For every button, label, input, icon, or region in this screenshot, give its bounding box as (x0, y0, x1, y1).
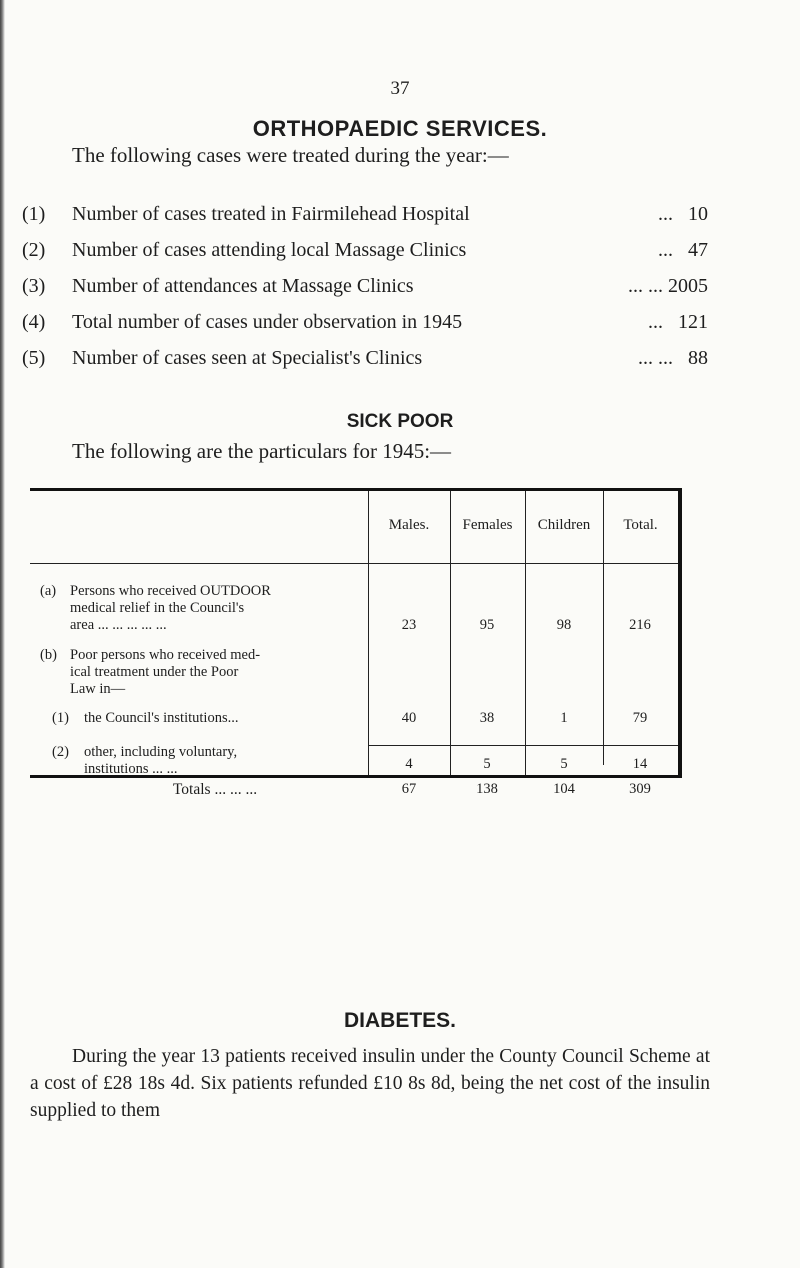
row-b2-females: 5 (483, 756, 491, 772)
item-value: 47 (688, 238, 708, 261)
diabetes-title: DIABETES. (343, 1009, 456, 1032)
item-number: (4) (22, 310, 46, 333)
row-b2-total: 14 (632, 756, 648, 772)
row-b1-females: 38 (479, 710, 495, 726)
item-label: Number of cases treated in Fairmilehead Hospital (72, 202, 470, 225)
row-a-label: (a) (40, 583, 57, 599)
row-b2-males: 4 (405, 756, 413, 772)
row-b1-children: 1 (560, 710, 568, 726)
totals-divider (368, 745, 678, 746)
row-a-line-1: Persons who received OUTDOOR (70, 583, 271, 599)
totals-total: 309 (629, 781, 651, 797)
orthopaedic-title: ORTHOPAEDIC SERVICES. (252, 116, 548, 141)
row-b-label: (b) (40, 647, 57, 663)
row-b1-males: 40 (401, 710, 417, 726)
item-label: Number of cases seen at Specialist's Clinics (72, 346, 423, 369)
header-children: Children (537, 517, 591, 533)
item-dots: ... (658, 238, 673, 261)
row-b2-label: (2) (52, 744, 69, 760)
totals-children: 104 (553, 781, 575, 797)
item-number: (5) (22, 346, 46, 369)
row-a-males: 23 (401, 617, 417, 633)
row-b2-line-2: institutions ... ... (84, 761, 178, 777)
list-item (22, 340, 708, 376)
page-number: 37 (390, 78, 410, 99)
totals-label: Totals ... ... ... (172, 781, 258, 798)
orthopaedic-intro: The following cases were treated during the year:— (72, 143, 509, 167)
row-a-children: 98 (556, 617, 572, 633)
sick-poor-title: SICK POOR (346, 411, 454, 432)
list-item (22, 268, 708, 304)
item-number: (2) (22, 238, 46, 261)
row-a-total: 216 (629, 617, 651, 633)
item-value: 88 (688, 346, 708, 369)
item-number: (3) (22, 274, 46, 297)
item-label: Number of cases attending local Massage Clinics (72, 238, 467, 261)
sick-poor-intro: The following are the particulars for 1945:— (72, 439, 452, 463)
header-divider (30, 563, 678, 564)
item-value: 10 (688, 202, 708, 225)
item-dots: ... ... (638, 346, 673, 369)
row-a-line-3: area ... ... ... ... ... (70, 617, 167, 633)
item-number: (1) (22, 202, 46, 225)
item-label: Total number of cases under observation in 1945 (72, 310, 463, 333)
diabetes-paragraph: During the year 13 patients received insulin under the County Council Scheme at a cost of £28 18s 4d. Six patients refunded £10 8s 8d, being the net cost of the insulin supplied to them (30, 1046, 710, 1121)
list-item (22, 232, 708, 268)
list-item (22, 304, 708, 340)
row-b-line-3: Law in— (70, 681, 126, 697)
list-item (22, 196, 708, 232)
item-dots: ... (658, 202, 673, 225)
item-value: 121 (678, 310, 708, 333)
sick-poor-table (30, 488, 682, 778)
header-total: Total. (623, 517, 658, 533)
item-dots: ... ... (628, 274, 663, 297)
totals-males: 67 (401, 781, 417, 797)
row-a-line-2: medical relief in the Council's (70, 600, 245, 616)
page-binding-edge (0, 0, 5, 1268)
row-a-females: 95 (479, 617, 495, 633)
item-label: Number of attendances at Massage Clinics (72, 274, 414, 297)
row-b1-label: (1) (52, 710, 69, 726)
row-b1-text: the Council's institutions... (84, 710, 239, 726)
item-dots: ... (648, 310, 663, 333)
row-b2-children: 5 (560, 756, 568, 772)
totals-females: 138 (476, 781, 498, 797)
item-value: 2005 (668, 274, 708, 297)
header-males: Males. (388, 517, 430, 533)
row-b1-total: 79 (632, 710, 648, 726)
header-females: Females (462, 517, 513, 533)
row-b-line-1: Poor persons who received med- (70, 647, 261, 663)
row-b-line-2: ical treatment under the Poor (70, 664, 239, 680)
orthopaedic-list (22, 196, 708, 376)
row-b2-line-1: other, including voluntary, (84, 744, 238, 760)
